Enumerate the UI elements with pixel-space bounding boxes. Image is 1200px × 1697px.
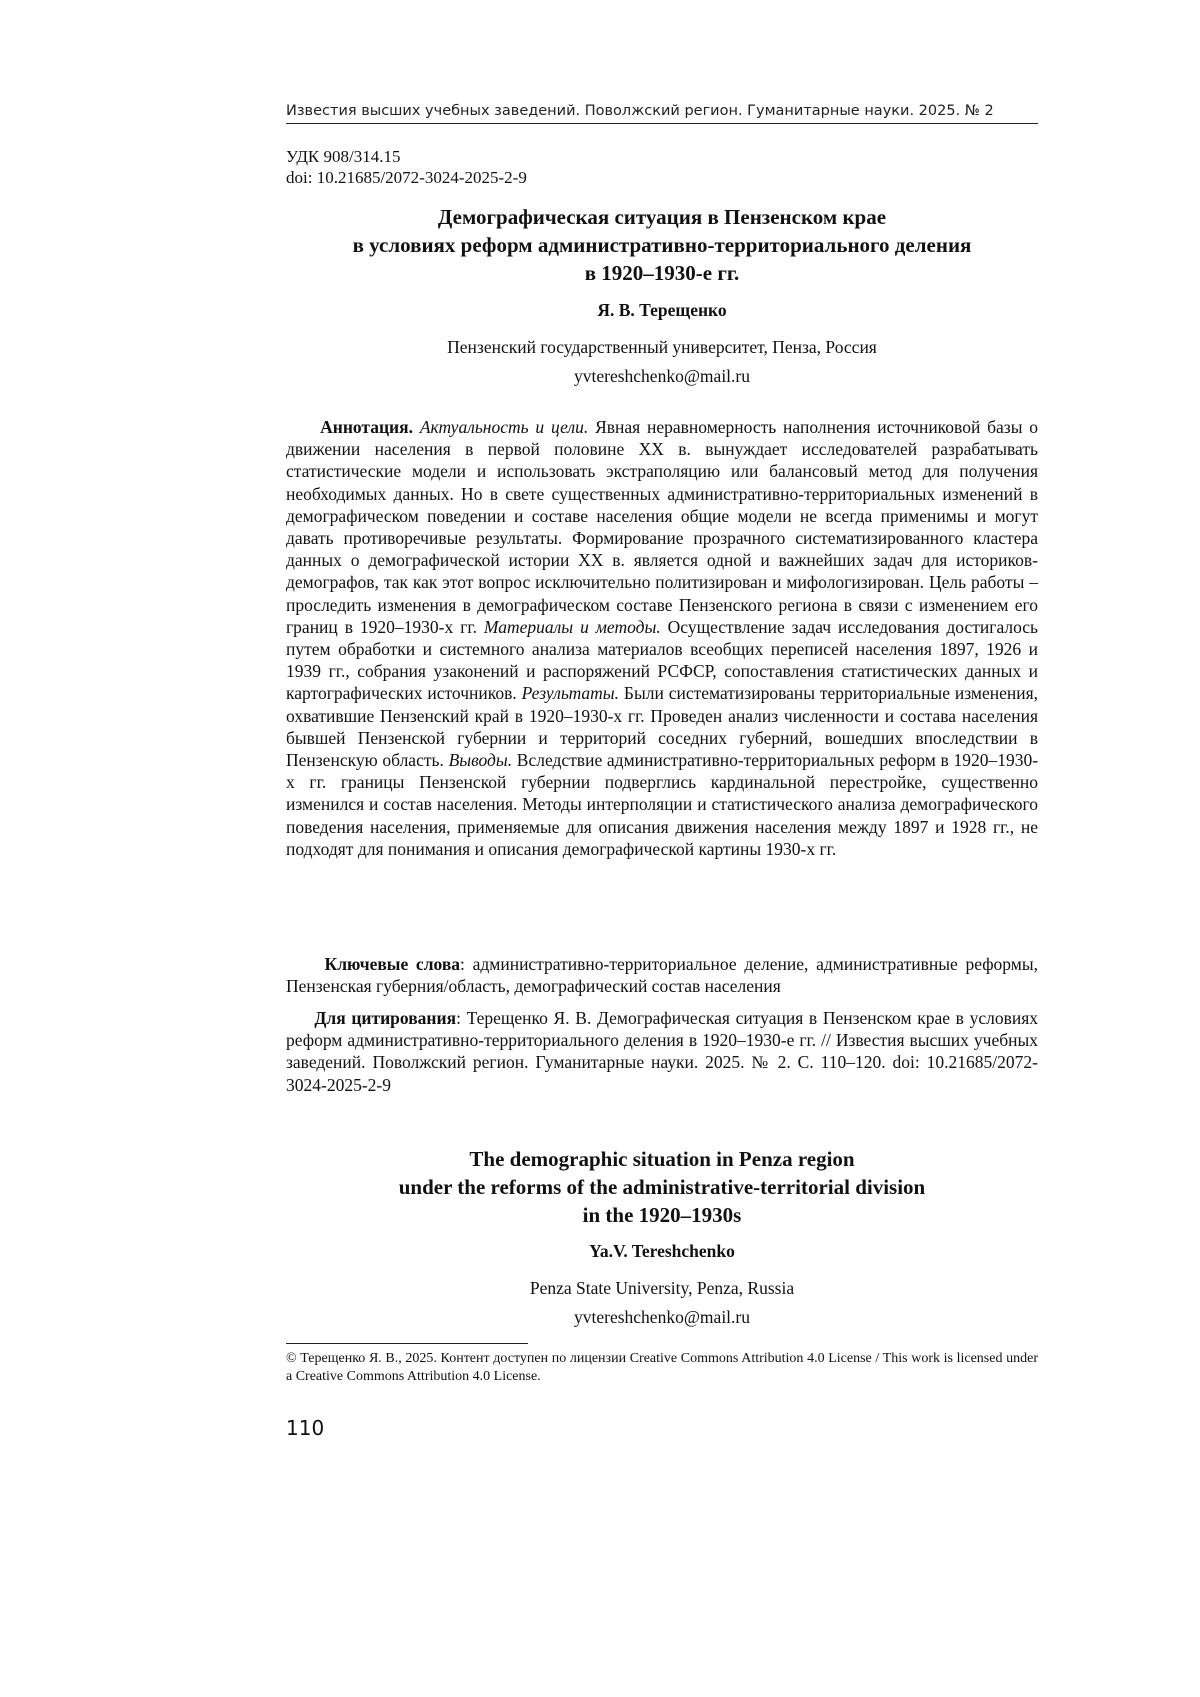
ru-title-line: в 1920–1930-е гг.	[584, 261, 740, 285]
citation-label: Для цитирования	[314, 1008, 457, 1028]
page-number: 110	[286, 1416, 325, 1440]
doi: doi: 10.21685/2072-3024-2025-2-9	[286, 168, 527, 187]
ru-affiliation: Пензенский государственный университет, Пенза, Россия	[447, 337, 877, 357]
en-email: yvtereshchenko@mail.ru	[574, 1307, 750, 1327]
keywords	[286, 953, 1038, 997]
ru-title-line: в условиях реформ административно-территориального деления	[352, 233, 972, 257]
en-affiliation: Penza State University, Penza, Russia	[529, 1278, 795, 1298]
en-title-line: in the 1920–1930s	[582, 1203, 742, 1227]
abstract	[286, 416, 1038, 860]
footnote-separator	[286, 1343, 528, 1344]
abstract-text-methods: Осуществление задач исследования достигалось путем обработки и системного анализа материалов всеобщих переписей населения 1897, 1926 и 1939 гг., собрания узаконений и распоряжений РСФСР, сопоставления статистических данных и картографических источников.	[286, 616, 1039, 704]
abstract-text-results: Были систематизированы территориальные изменения, охватившие Пензенский край в 1920–1930-х гг. Проведен анализ численности и состава населения бывшей Пензенской губернии и территорий соседних губерний, вошедших впоследствии в Пензенскую область.	[286, 683, 1038, 771]
ru-title	[286, 203, 1038, 287]
citation-text: : Терещенко Я. В. Демографическая ситуация в Пензенском крае в условиях реформ административно-территориального деления в 1920–1930-е гг. // Известия высших учебных заведений. Поволжский регион. Гуманитарные науки. 2025. № 2. С. 110–120. doi: 10.21685/2072-3024-2025-2-9	[286, 1008, 1039, 1095]
running-header: Известия высших учебных заведений. Поволжский регион. Гуманитарные науки. 2025. № 2	[286, 103, 1038, 124]
udk-block	[286, 146, 527, 188]
license-footnote: © Терещенко Я. В., 2025. Контент доступен по лицензии Creative Commons Attribution 4.0 License / This work is licensed under a Creative Commons Attribution 4.0 License.	[286, 1351, 1038, 1384]
abstract-heading-relevance: Актуальность и цели.	[419, 417, 589, 437]
abstract-label: Аннотация.	[320, 417, 413, 437]
abstract-text-conclusions: Вследствие административно-территориальных реформ в 1920–1930-х гг. границы Пензенской губернии подверглись кардинальной перестройке, существенно изменился и состав населения. Методы интерполяции и статистического анализа демографического поведения населения, применяемые для описания движения населения между 1897 и 1928 гг., не подходят для понимания и описания демографической картины 1930-х гг.	[286, 750, 1039, 859]
en-title	[286, 1145, 1038, 1229]
ru-email: yvtereshchenko@mail.ru	[574, 366, 750, 386]
citation	[286, 1007, 1038, 1096]
udk-code: УДК 908/314.15	[286, 147, 401, 166]
en-title-line: under the reforms of the administrative-territorial division	[398, 1175, 926, 1199]
ru-author: Я. В. Терещенко	[597, 300, 727, 320]
keywords-text: : административно-территориальное деление, административные реформы, Пензенская губерния/область, демографический состав населения	[286, 954, 1038, 997]
abstract-heading-results: Результаты.	[521, 683, 620, 704]
en-title-line: The demographic situation in Penza region	[469, 1147, 855, 1171]
abstract-heading-conclusions: Выводы.	[448, 750, 513, 771]
abstract-heading-methods: Материалы и методы.	[483, 616, 661, 637]
ru-affiliation-block	[286, 333, 1038, 391]
ru-title-line: Демографическая ситуация в Пензенском крае	[437, 205, 887, 229]
en-affiliation-block	[286, 1274, 1038, 1332]
en-author: Ya.V. Tereshchenko	[589, 1241, 735, 1261]
keywords-label: Ключевые слова	[324, 954, 461, 974]
abstract-text-relevance: Явная неравномерность наполнения источниковой базы о движении населения в первой половине XX в. вынуждает исследователей разрабатывать статистические модели и использовать экстраполяцию или балансовый метод для получения необходимых данных. Но в свете существенных административно-территориальных изменений в демографическом поведении и составе населения общие модели не всегда применимы и могут давать противоречивые результаты. Формирование прозрачного систематизированного кластера данных о демографической истории XX в. является одной и важнейших задач для историков-демографов, так как этот вопрос исключительно политизирован и мифологизирован. Цель работы – проследить изменения в демографическом составе Пензенского региона в связи с изменением его границ в 1920–1930-х гг.	[286, 417, 1039, 637]
